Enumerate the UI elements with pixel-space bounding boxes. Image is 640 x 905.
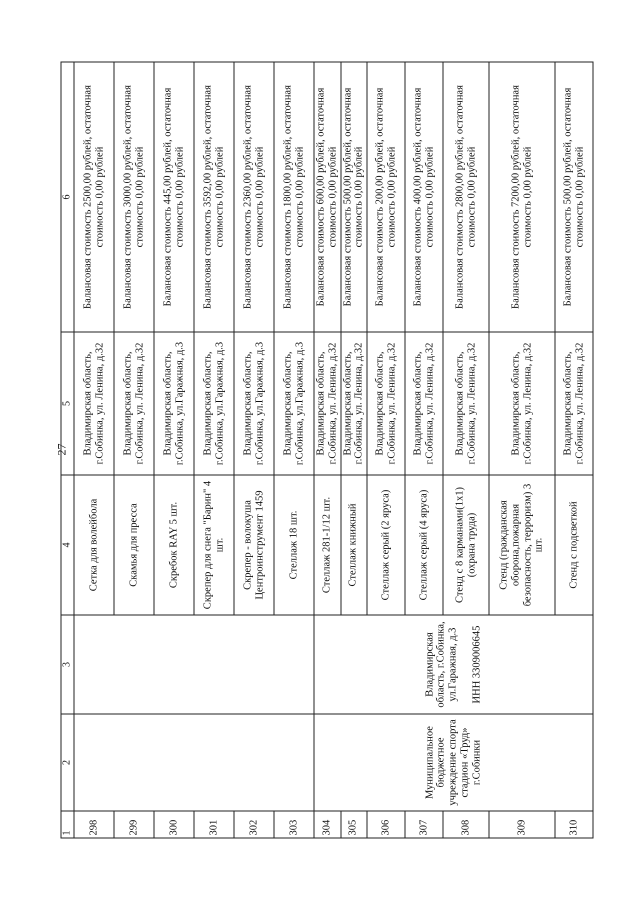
item-name: Скребок RAY 5 шт. — [154, 475, 194, 615]
item-location: Владимирская область, г.Собинка, ул.Гаражная, д.3 — [154, 332, 194, 475]
item-location: Владимирская область, г.Собинка, ул.Гаражная, д.3 — [234, 332, 274, 475]
item-cost: Балансовая стоимость 2360,00 рублей, остаточная стоимость 0,00 рублей — [234, 62, 274, 332]
item-location: Владимирская область, г.Собинка, ул. Ленина, д.32 — [405, 332, 443, 475]
row-number: 303 — [274, 811, 314, 838]
page-number: 27 — [54, 443, 69, 456]
row-number: 308 — [443, 811, 489, 838]
row-number: 310 — [555, 811, 593, 838]
organization-inn: ИНН 3309006645 — [471, 625, 483, 704]
item-name: Стенд с 8 карманами(1х1) (охрана труда) — [443, 475, 489, 615]
row-number: 306 — [367, 811, 405, 838]
item-cost: Балансовая стоимость 3592,00 рублей, остаточная стоимость 0,00 рублей — [194, 62, 234, 332]
item-name: Стенд (гражданская оборона,пожарная безопасность, терроризм) 3 шт. — [489, 475, 555, 615]
item-name: Стенд с подсветкой — [555, 475, 593, 615]
item-location: Владимирская область, г.Собинка, ул. Ленина, д.32 — [489, 332, 555, 475]
item-cost: Балансовая стоимость 2800,00 рублей, остаточная стоимость 0,00 рублей — [443, 62, 489, 332]
property-table — [61, 62, 594, 839]
table-body — [74, 62, 593, 838]
row-number: 304 — [314, 811, 341, 838]
org-address-cell-top — [74, 615, 314, 714]
row-number: 300 — [154, 811, 194, 838]
organization-name: Муниципальное бюджетное учреждение спорта стадион «Труд» г.Собинки — [314, 714, 593, 811]
item-name: Скрепер для снега "Барин" 4 шт. — [194, 475, 234, 615]
organization-address: Владимирская область, г.Собинка, ул.Гаражная, д.3 — [424, 621, 459, 708]
column-number-row — [61, 62, 74, 838]
column-header-6: 6 — [61, 62, 74, 332]
item-cost: Балансовая стоимость 1800,00 рублей, остаточная стоимость 0,00 рублей — [274, 62, 314, 332]
row-number: 302 — [234, 811, 274, 838]
item-cost: Балансовая стоимость 2500,00 рублей, остаточная стоимость 0,00 рублей — [74, 62, 114, 332]
item-name: Стеллаж серый (4 яруса) — [405, 475, 443, 615]
organization-cell-top — [74, 714, 314, 811]
item-cost: Балансовая стоимость 3000,00 рублей, остаточная стоимость 0,00 рублей — [114, 62, 154, 332]
item-cost: Балансовая стоимость 7200,00 рублей, остаточная стоимость 0,00 рублей — [489, 62, 555, 332]
item-location: Владимирская область, г.Собинка, ул. Ленина, д.32 — [74, 332, 114, 475]
item-name: Стеллаж книжный — [341, 475, 368, 615]
item-name: Стеллаж серый (2 яруса) — [367, 475, 405, 615]
row-number: 299 — [114, 811, 154, 838]
row-number: 307 — [405, 811, 443, 838]
item-cost: Балансовая стоимость 400,00 рублей, остаточная стоимость 0,00 рублей — [405, 62, 443, 332]
item-name: Сетка для волейбола — [74, 475, 114, 615]
property-register-sheet — [61, 62, 585, 839]
row-number: 305 — [341, 811, 368, 838]
item-location: Владимирская область, г.Собинка, ул.Гаражная, д.3 — [274, 332, 314, 475]
row-number: 309 — [489, 811, 555, 838]
item-cost: Балансовая стоимость 600,00 рублей, остаточная стоимость 0,00 рублей — [314, 62, 341, 332]
row-number: 298 — [74, 811, 114, 838]
item-name: Стеллаж 281-1/12 шт. — [314, 475, 341, 615]
item-location: Владимирская область, г.Собинка, ул. Ленина, д.32 — [555, 332, 593, 475]
column-header-1: 1 — [61, 811, 74, 838]
item-cost: Балансовая стоимость 445,00 рублей, остаточная стоимость 0,00 рублей — [154, 62, 194, 332]
organization-address-cell — [314, 615, 593, 714]
column-header-5: 5 — [61, 332, 74, 475]
column-header-3: 3 — [61, 615, 74, 714]
item-cost: Балансовая стоимость 500,00 рублей, остаточная стоимость 0,00 рублей — [555, 62, 593, 332]
column-header-4: 4 — [61, 475, 74, 615]
row-number: 301 — [194, 811, 234, 838]
item-name: Стеллаж 18 шт. — [274, 475, 314, 615]
item-location: Владимирская область, г.Собинка, ул. Ленина, д.32 — [114, 332, 154, 475]
item-name: Скрепер - волокуша Центроинструмент 1459 — [234, 475, 274, 615]
item-cost: Балансовая стоимость 500,00 рублей, остаточная стоимость 0,00 рублей — [341, 62, 368, 332]
item-location: Владимирская область, г.Собинка, ул. Ленина, д.32 — [367, 332, 405, 475]
item-location: Владимирская область, г.Собинка, ул. Ленина, д.32 — [314, 332, 341, 475]
item-location: Владимирская область, г.Собинка, ул.Гаражная, д.3 — [194, 332, 234, 475]
item-location: Владимирская область, г.Собинка, ул. Ленина, д.32 — [443, 332, 489, 475]
item-cost: Балансовая стоимость 200,00 рублей, остаточная стоимость 0,00 рублей — [367, 62, 405, 332]
column-header-2: 2 — [61, 714, 74, 811]
item-location: Владимирская область, г.Собинка, ул. Ленина, д.32 — [341, 332, 368, 475]
item-name: Скамья для пресса — [114, 475, 154, 615]
table-row — [314, 62, 341, 838]
table-row — [74, 62, 114, 838]
